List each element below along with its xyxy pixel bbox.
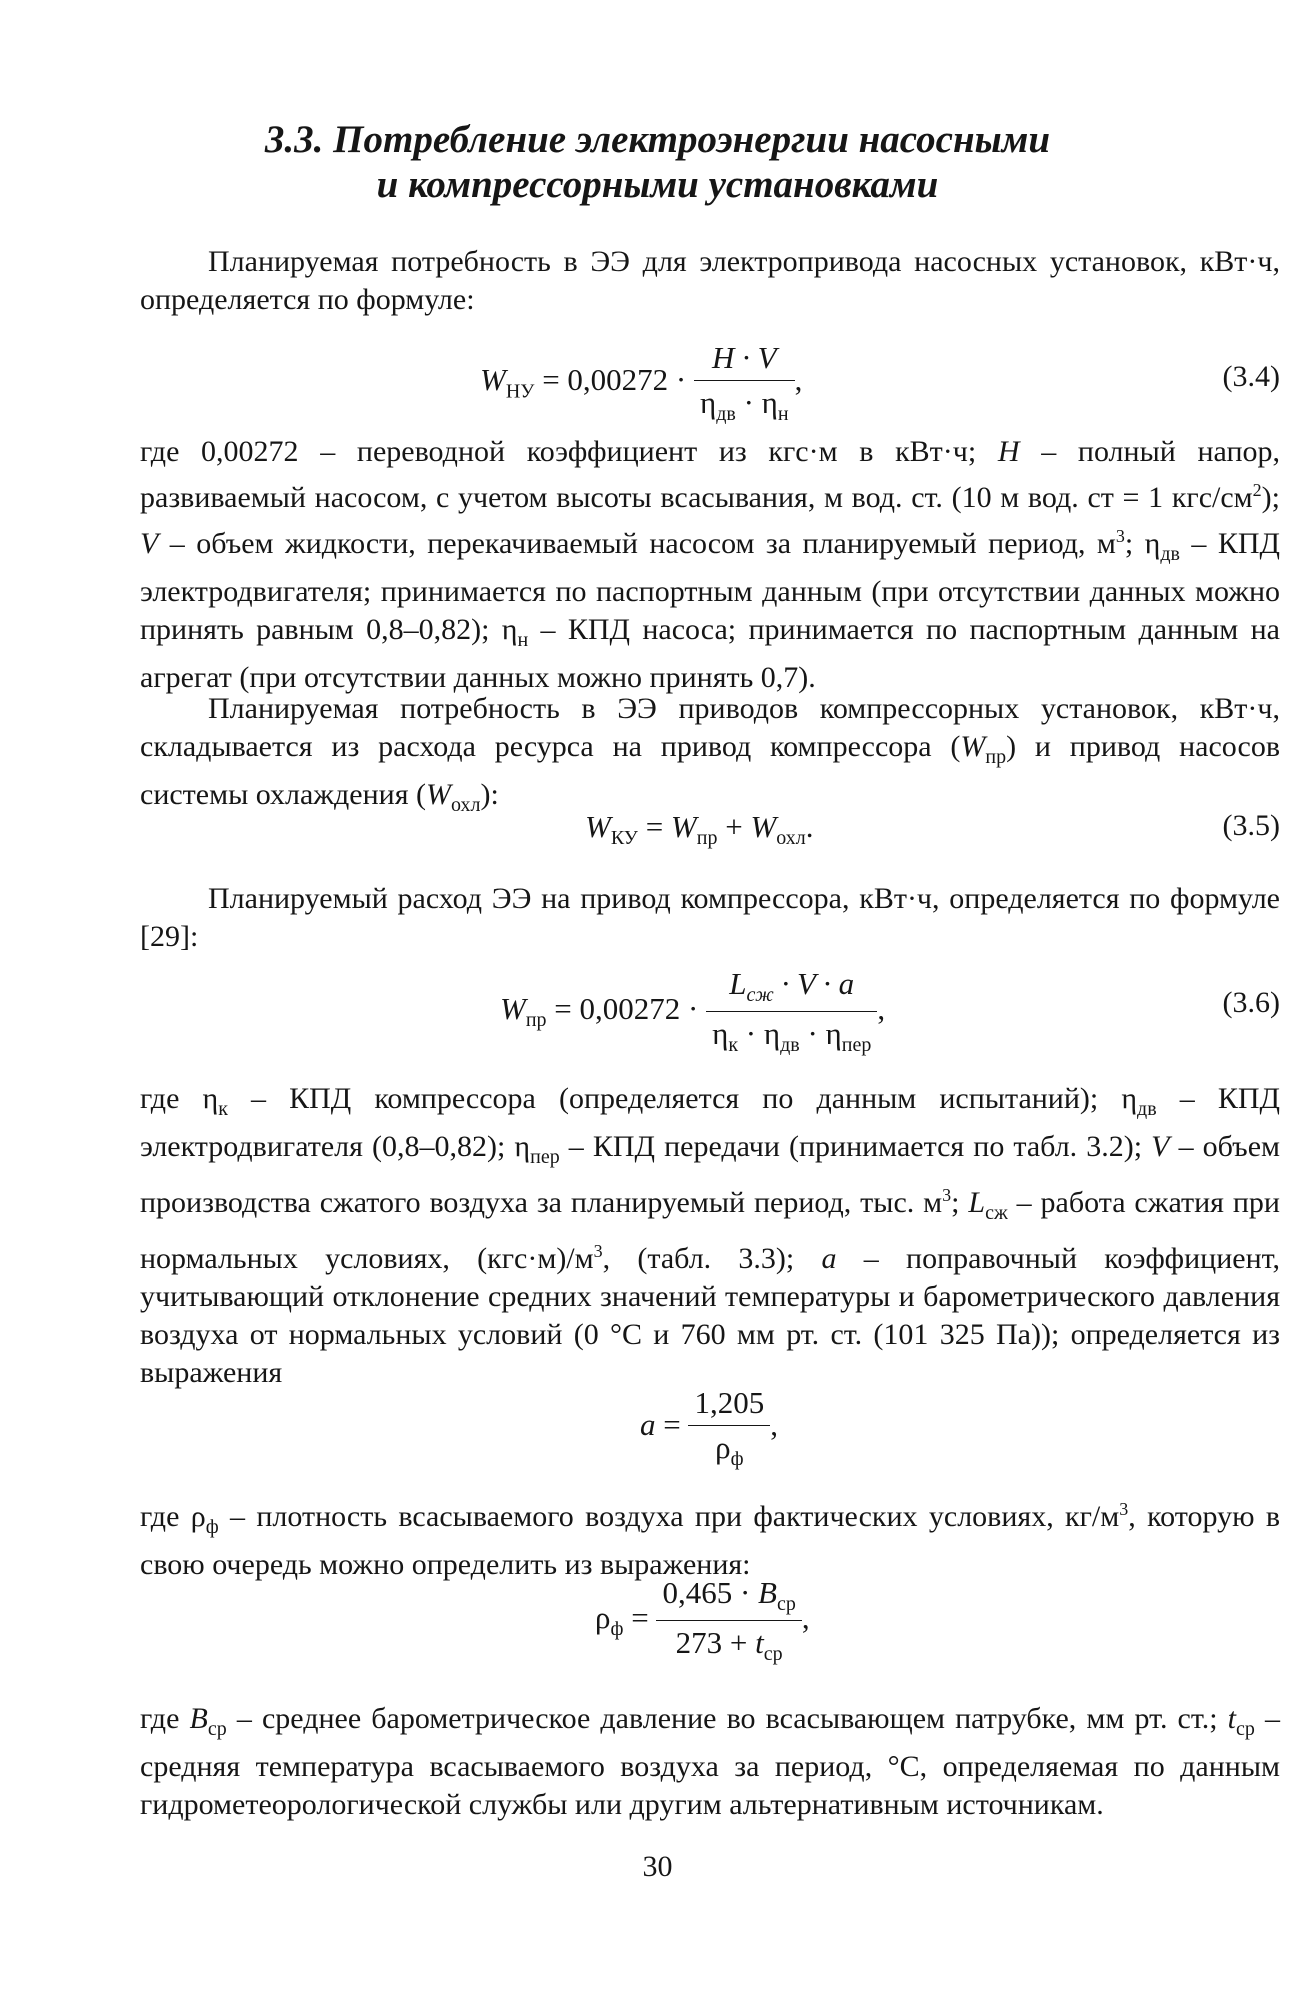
page-number: 30 xyxy=(642,1850,673,1883)
eq-a-fraction: $\frac{1,205}{\rho_ф}$ xyxy=(688,1385,770,1471)
eq34-denominator: $\eta_{дв} \cdot \eta_н$ xyxy=(700,385,789,426)
eq-rho-fraction: $\frac{0,465 \cdot B_{ср}}{273 + t_{ср}}$ xyxy=(656,1575,801,1666)
paragraph-eq34-legend: где 0,00272 – переводной коэффициент из кгс·м в кВт·ч; H – полный напор, развиваемый насосом, с учетом высоты всасывания, м вод. ст. (10 м вод. ст = 1 кгс/$см^2$); V – объем жидкости, перекачиваемый насосом за планируемый период, $м^3$; $\eta_{дв}$ – КПД электродвигателя; принимается по паспортным данным (при отсутствии данных можно принять равным 0,8–0,82); $\eta_н$ – КПД насоса; принимается по паспортным данным на агрегат (при отсутствии данных можно принять 0,7). xyxy=(140,435,1280,694)
eq36-numerator: $L_{сж} \cdot V \cdot a$ xyxy=(706,966,877,1012)
equation-rho: $\rho_ф$ = $\frac{0,465 \cdot B_{ср}}{273 + t_{ср}}$ , xyxy=(595,1575,810,1666)
eq34-tail: , xyxy=(794,362,803,398)
paragraph-density: где $\rho_ф$ – плотность всасываемого воздуха при фактических условиях, $кг/м^3$, которую в свою очередь можно определить из выражения: xyxy=(140,1499,1280,1581)
eq34-numerator: H · V xyxy=(694,340,795,381)
equation-3-6: $W_{пр} = 0,00272$ · $\frac{L_{сж} \cdot V \cdot a}{\eta_к \cdot \eta_{дв} \cdot \eta_{пер}}$ , (3.6) xyxy=(500,966,1280,1057)
section-heading-line2: и компрессорными установками xyxy=(376,163,939,206)
eq36-denominator: $\eta_к \cdot \eta_{дв} \cdot \eta_{пер}$ xyxy=(712,1016,872,1057)
eq34-lhs-sub: НУ xyxy=(505,380,535,403)
section-heading-line1: 3.3. Потребление электроэнергии насосными xyxy=(264,118,1051,161)
eq34-fraction xyxy=(694,340,795,426)
eq36-fraction xyxy=(706,966,877,1057)
paragraph-compressor-rate: Планируемый расход ЭЭ на привод компрессора, кВт·ч, определяется по формуле [29]: xyxy=(140,882,1280,953)
equation-3-5: $W_{КУ} = W_{пр} + W_{охл}$. (3.5) xyxy=(585,809,1280,850)
eq34-coef: = 0,00272 · xyxy=(534,362,694,398)
eq34-lhs: W xyxy=(480,362,506,398)
equation-a: a = $\frac{1,205}{\rho_ф}$ , xyxy=(640,1385,778,1471)
paragraph-compressor-need: Планируемая потребность в ЭЭ приводов компрессорных установок, кВт·ч, складывается из расхода ресурса на привод компрессора $(W_{пр})$ и привод насосов системы охлаждения $(W_{охл})$: xyxy=(140,692,1281,816)
paragraph-intro: Планируемая потребность в ЭЭ для электропривода насосных установок, кВт·ч, определяется по формуле: xyxy=(140,245,1280,316)
equation-number-3-4: (3.4) xyxy=(1222,360,1280,393)
equation-number-3-5: (3.5) xyxy=(1222,809,1280,842)
paragraph-pressure-temperature: где $B_{ср}$ – среднее барометрическое давление во всасывающем патрубке, мм рт. ст.; $t_{ср}$ – средняя температура всасываемого воздуха за период, °С, определяемая по данным гидрометеорологической службы или другим альтернативным источникам. xyxy=(140,1702,1281,1821)
equation-number-3-6: (3.6) xyxy=(1222,986,1280,1019)
equation-3-4 xyxy=(140,330,1280,430)
paragraph-eq36-legend: где $\eta_к$ – КПД компрессора (определяется по данным испытаний); $\eta_{дв}$ – КПД электродвигателя (0,8–0,82); $\eta_{пер}$ – КПД передачи (принимается по табл. 3.2); V – объем производства сжатого воздуха за планируемый период, тыс. $м^3$; $L_{сж}$ – работа сжатия при нормальных условиях, $(кгс\cdot м)/м^3$, (табл. 3.3); a – поправочный коэффициент, учитывающий отклонение средних значений температуры и барометрического давления воздуха от нормальных условий (0 °С и 760 мм рт. ст. (101 325 Па)); определяется из выражения xyxy=(140,1082,1281,1389)
